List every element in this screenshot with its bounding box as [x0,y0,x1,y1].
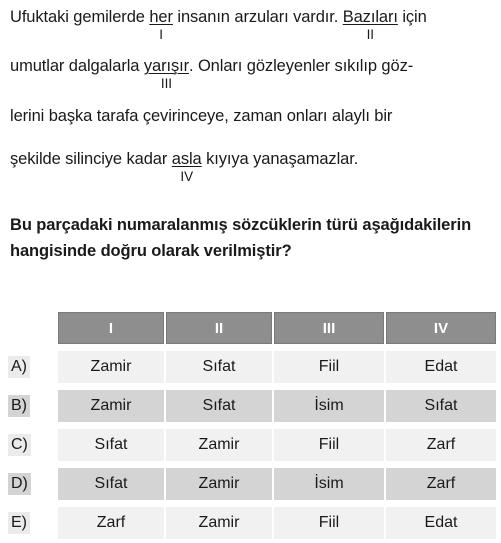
table-cell: Zarf [58,507,164,539]
passage-text: . Onları gözleyenler sıkılıp göz- [188,57,414,75]
answer-table [10,309,498,542]
table-cell: Sıfat [58,468,164,500]
passage-line-1 [10,7,427,42]
table-cell: Fiil [274,429,384,461]
passage-text: kıyıya yanaşamazlar. [201,150,359,168]
numeral-label: I [159,27,163,42]
table-cell: Edat [386,351,496,383]
option-row-b[interactable] [10,386,498,425]
option-label-text: A) [8,356,30,378]
column-header: II [166,312,272,344]
table-cell: Zamir [166,507,272,539]
table-cell: Zamir [166,468,272,500]
option-row-d[interactable] [10,464,498,503]
table-cell: Fiil [274,507,384,539]
passage-line-3 [10,106,392,126]
numeral-label: IV [180,169,193,184]
marked-word-text: yarışır [143,57,189,75]
table-cell: İsim [274,468,384,500]
table-cell: Zarf [386,468,496,500]
passage-text: için [397,8,427,26]
option-row-a[interactable] [10,347,498,386]
column-header: I [58,312,164,344]
marked-word-text: her [149,8,173,26]
option-label-text: D) [8,473,31,495]
option-label [10,347,58,386]
option-label [10,425,58,464]
marked-word-1 [149,7,173,42]
option-label-text: B) [8,395,30,417]
option-label [10,503,58,542]
option-label [10,386,58,425]
table-cell: Sıfat [58,429,164,461]
header-spacer [10,309,58,347]
numeral-label: II [366,27,374,42]
option-label-text: E) [8,512,30,534]
numeral-label: III [160,76,172,91]
marked-word-text: asla [171,150,202,168]
marked-word-2 [342,7,398,42]
table-cell: Sıfat [166,351,272,383]
marked-word-text: Bazıları [342,8,398,26]
table-cell: Zamir [166,429,272,461]
column-header: III [274,312,384,344]
passage-line-2 [10,56,414,91]
option-row-e[interactable] [10,503,498,542]
option-row-c[interactable] [10,425,498,464]
option-label-text: C) [8,434,31,456]
table-cell: Sıfat [166,390,272,422]
passage-text: lerini başka tarafa çevirinceye, zaman onları alaylı bir [10,107,393,125]
table-header-row [10,309,498,347]
table-cell: Zarf [386,429,496,461]
passage-text: Ufuktaki gemilerde [10,8,150,26]
table-cell: Fiil [274,351,384,383]
table-cell: Zamir [58,390,164,422]
marked-word-4 [171,149,202,184]
table-cell: İsim [274,390,384,422]
passage-text: insanın arzuları vardır. [172,8,343,26]
table-cell: Edat [386,507,496,539]
passage-line-4 [10,149,359,184]
column-header: IV [386,312,496,344]
passage-text: şekilde silinciye kadar [10,150,172,168]
marked-word-3 [143,56,189,91]
passage-text: umutlar dalgalarla [10,57,144,75]
option-label [10,464,58,503]
table-cell: Sıfat [386,390,496,422]
table-cell: Zamir [58,351,164,383]
question-text: Bu parçadaki numaralanmış sözcüklerin türü aşağıdakilerin hangisinde doğru olarak verilmiştir? [10,216,472,260]
